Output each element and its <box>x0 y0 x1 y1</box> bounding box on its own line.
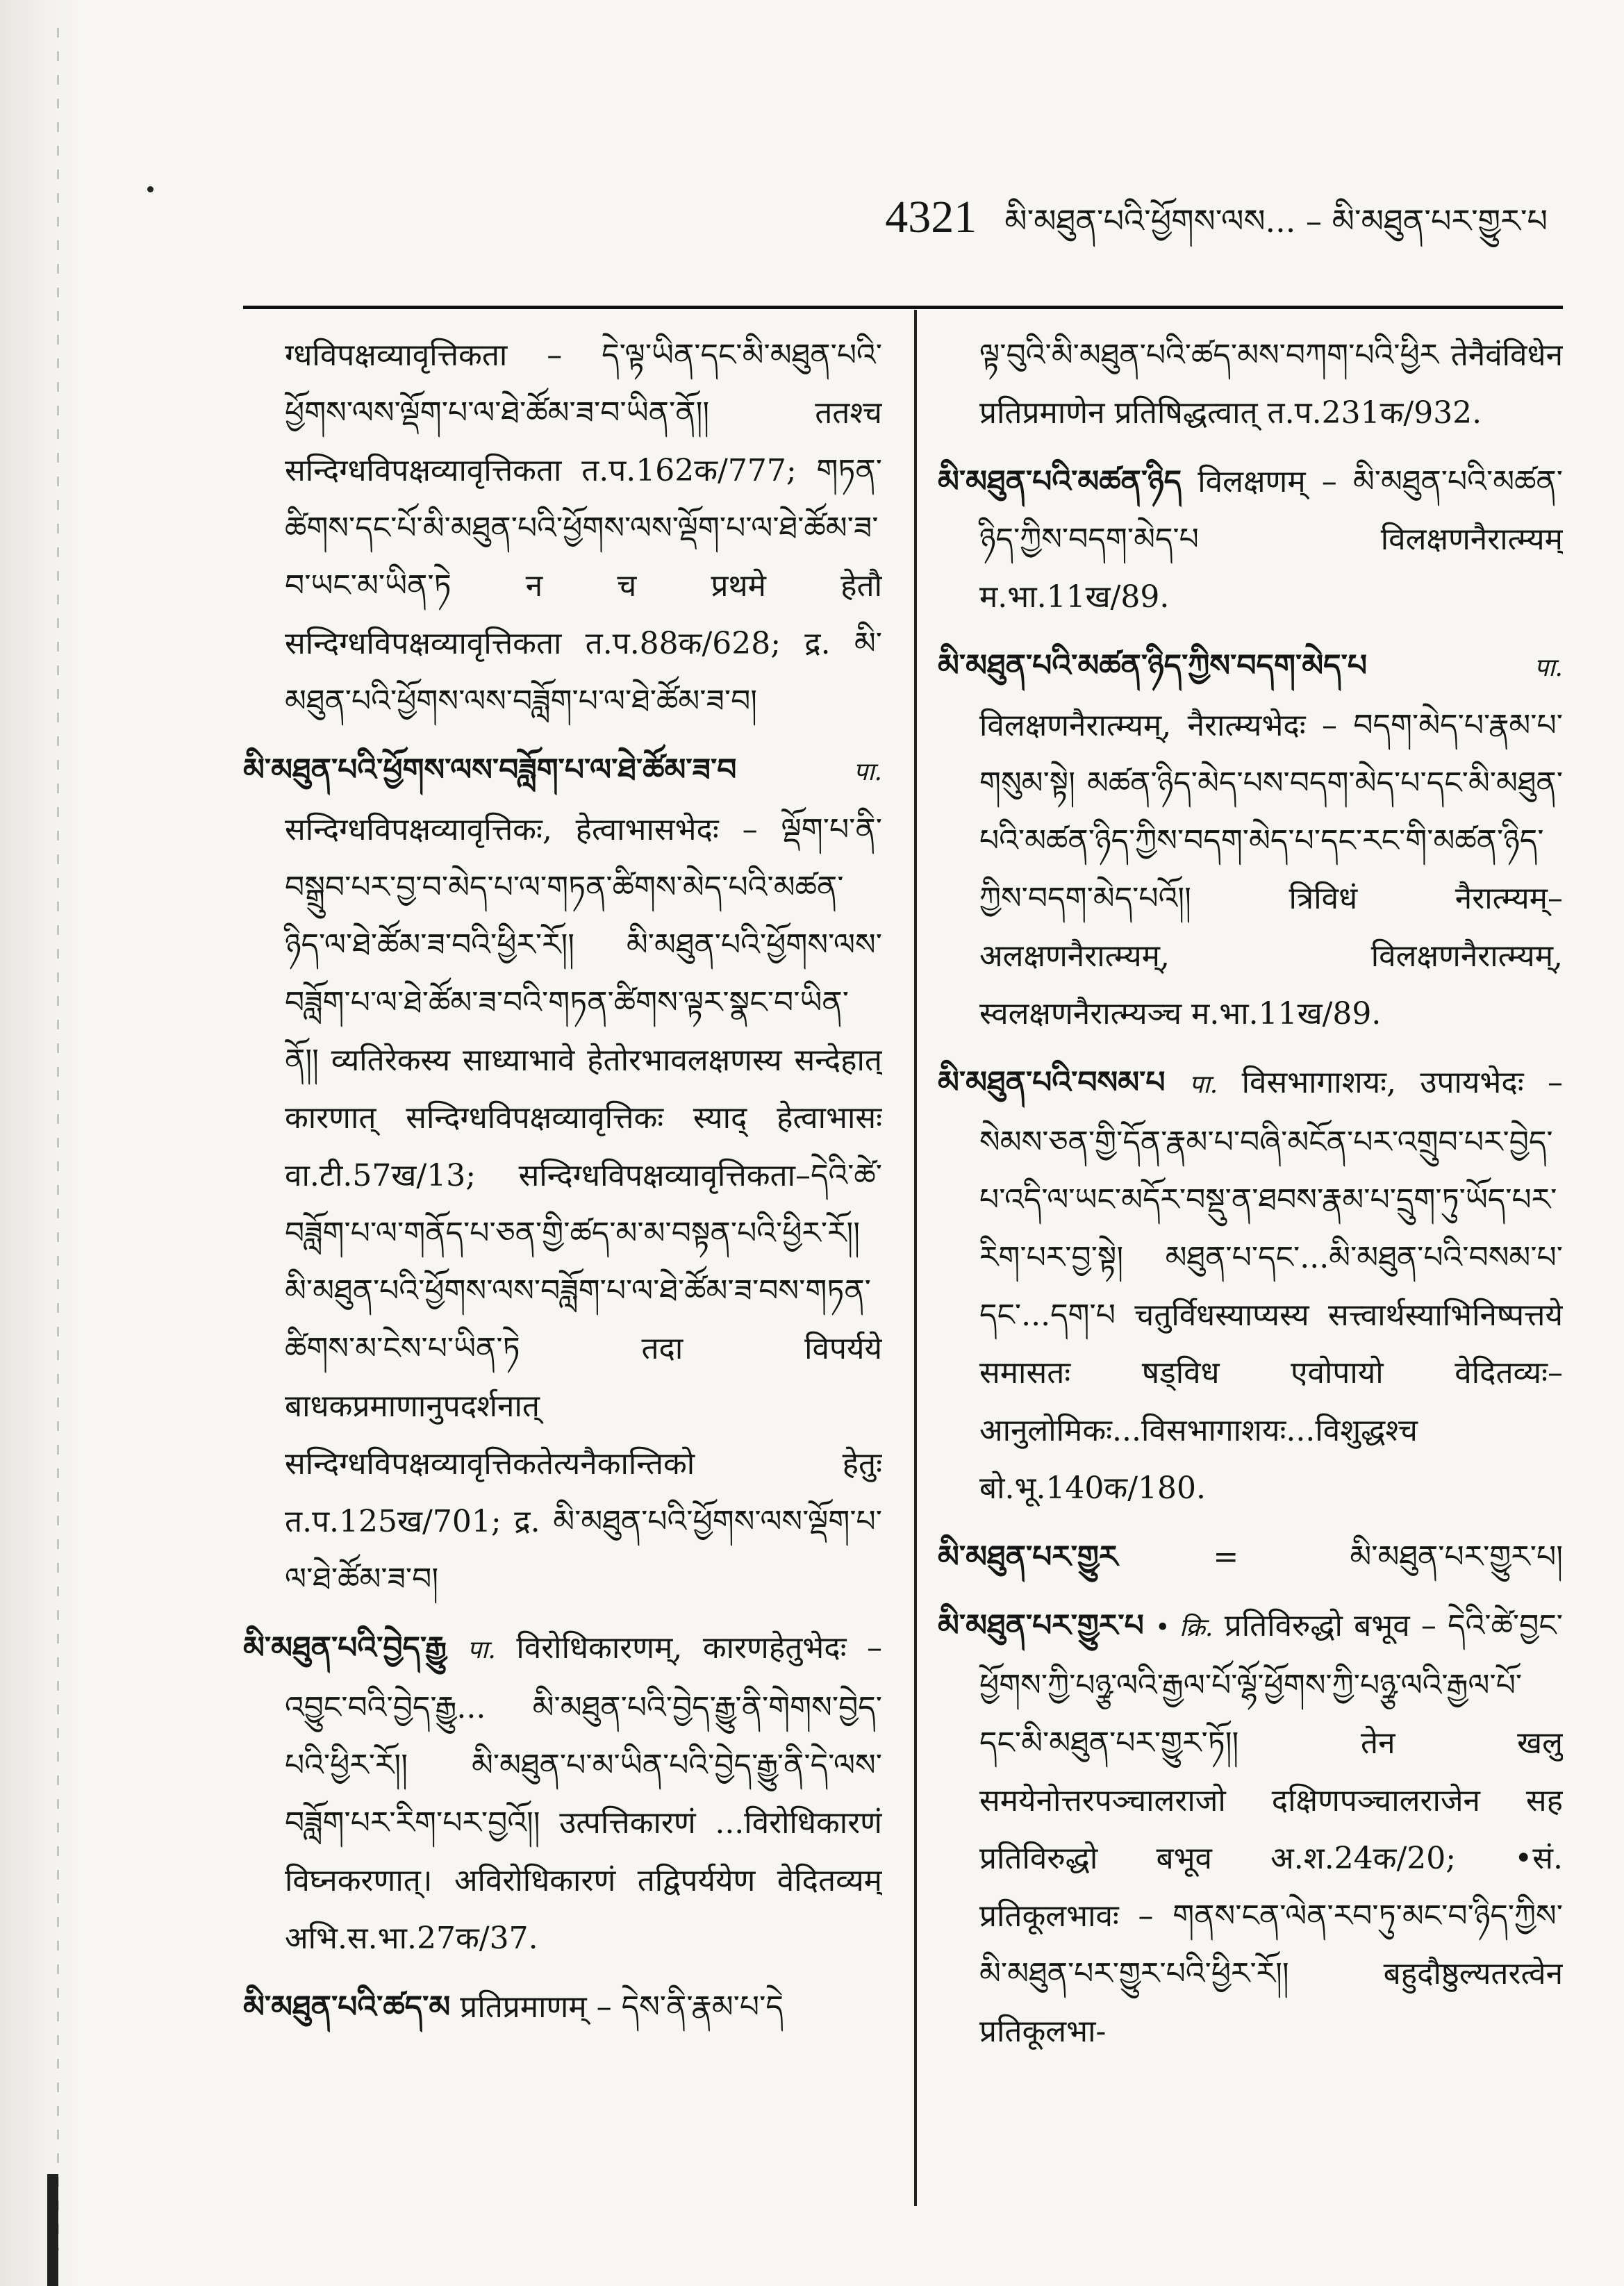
dictionary-entry <box>243 1619 882 1967</box>
grammar-label: पा. <box>1534 654 1563 682</box>
entry-text: མི་མཐུན་པར་གྱུར་པ། <box>1350 1539 1563 1575</box>
entry-text: ग्धविपक्षव्यावृत्तिकता – དེ་ལྟ་ཡིན་དང་མི་མཐུན་པའི་ཕྱོགས་ལས་ལྡོག་པ་ལ་ཐེ་ཚོམ་ཟ་བ་ཡིན་ནོ།། ततश्च सन्दिग्धविपक्षव्यावृत्तिकता त.प.162क/777; གཏན་ཚིགས་དང་པོ་མི་མཐུན་པའི་ཕྱོགས་ལས་ལྡོག་པ་ལ་ཐེ་ཚོམ་ཟ་བ་ཡང་མ་ཡིན་ཏེ न च प्रथमे हेतौ सन्दिग्धविपक्षव्यावृत्तिकता त.प.88क/628; द्र. མི་མཐུན་པའི་ཕྱོགས་ལས་བཟློག་པ་ལ་ཐེ་ཚོམ་ཟ་བ། <box>285 338 882 719</box>
cross-reference-entry: མི་མཐུན་པར་གྱུར = མི་མཐུན་པར་གྱུར་པ། <box>938 1528 1563 1586</box>
entry-text: प्रतिविरुद्धो बभूव – དེའི་ཚེ་བྱང་ཕྱོགས་ཀྱི་པཉྩ་ལའི་རྒྱལ་པོ་ལྷོ་ཕྱོགས་ཀྱི་པཉྩ་ལའི་རྒྱལ་པོ་དང་མི་མཐུན་པར་གྱུར་ཏོ།། तेन खलु समयेनोत्तरपञ्चालराजो दक्षिणपञ्चालराजेन सह प्रतिविरुद्धो बभूव अ.श.24क/20; •सं. प्रतिकूलभावः – གནས་ངན་ལེན་རབ་ཏུ་མང་བ་ཉིད་ཀྱིས་མི་མཐུན་པར་གྱུར་པའི་ཕྱིར་རོ།། बहुदौष्ठुल्यतरत्वेन प्रतिकूलभा- <box>979 1608 1563 2049</box>
dictionary-entry <box>938 1597 1563 2060</box>
page-header <box>885 186 1548 276</box>
dictionary-entry <box>243 1978 882 2036</box>
grammar-label: • क्रि. <box>1155 1614 1213 1642</box>
entry-headword: མི་མཐུན་པའི་ཚད་མ <box>243 1989 451 2025</box>
grammar-label: पा. <box>853 758 882 786</box>
entry-headword: མི་མཐུན་པར་གྱུར <box>938 1539 1118 1575</box>
dictionary-entry <box>938 637 1563 1043</box>
entry-text: विलक्षणनैरात्म्यम्, नैरात्म्यभेदः – བདག་མེད་པ་རྣམ་པ་གསུམ་སྟེ། མཚན་ཉིད་མེད་པས་བདག་མེད་པ་དང་མི་མཐུན་པའི་མཚན་ཉིད་ཀྱིས་བདག་མེད་པ་དང་རང་གི་མཚན་ཉིད་ཀྱིས་བདག་མེད་པའོ།། त्रिविधं नैरात्म्यम्–अलक्षणनैरात्म्यम्, विलक्षणनैरात्म्यम्, स्वलक्षणनैरात्म्यञ्च म.भा.11ख/89. <box>979 708 1563 1032</box>
column-divider <box>914 310 917 2206</box>
dictionary-entry <box>243 741 882 1608</box>
entry-text: विलक्षणम् – མི་མཐུན་པའི་མཚན་ཉིད་ཀྱིས་བདག་མེད་པ विलक्षणनैरात्म्यम् म.भा.11ख/89. <box>979 464 1563 615</box>
grammar-label: पा. <box>1188 1070 1218 1099</box>
entry-headword: མི་མཐུན་པའི་མཚན་ཉིད་ཀྱིས་བདག་མེད་པ <box>938 648 1368 684</box>
running-head: མི་མཐུན་པའི་ཕྱོགས་ལས... – མི་མཐུན་པར་གྱུར་པ <box>1004 202 1548 240</box>
header-rule <box>243 306 1563 309</box>
left-column <box>243 326 882 2237</box>
dictionary-entry <box>938 326 1563 442</box>
dictionary-entry <box>243 326 882 730</box>
entry-headword: མི་མཐུན་པར་གྱུར་པ <box>938 1608 1144 1643</box>
ink-dot <box>147 186 154 192</box>
dictionary-entry <box>938 1054 1563 1517</box>
entry-text: विरोधिकारणम्, कारणहेतुभेदः – འབྱུང་བའི་བྱེད་རྒྱུ... མི་མཐུན་པའི་བྱེད་རྒྱུ་ནི་གེགས་བྱེད་པའི་ཕྱིར་རོ།། མི་མཐུན་པ་མ་ཡིན་པའི་བྱེད་རྒྱུ་ནི་དེ་ལས་བཟློག་པར་རིག་པར་བྱའོ།། उत्पत्तिकारणं ...विरोधिकारणं विघ्नकरणात्। अविरोधिकारणं तद्विपर्ययेण वेदितव्यम् अभि.स.भा.27क/37. <box>285 1630 882 1956</box>
scan-artifact-bar <box>47 2174 58 2286</box>
binding-edge-mark <box>57 28 59 2251</box>
page-number: 4321 <box>885 192 977 242</box>
entry-headword: མི་མཐུན་པའི་ཕྱོགས་ལས་བཟློག་པ་ལ་ཐེ་ཚོམ་ཟ་བ <box>243 752 737 788</box>
entry-text: विसभागाशयः, उपायभेदः – སེམས་ཅན་གྱི་དོན་རྣམ་པ་བཞི་མངོན་པར་འགྲུབ་པར་བྱེད་པ་འདི་ལ་ཡང་མདོར་བསྡུ་ན་ཐབས་རྣམ་པ་དྲུག་ཏུ་ཡོད་པར་རིག་པར་བྱ་སྟེ། མཐུན་པ་དང་...མི་མཐུན་པའི་བསམ་པ་དང་...དག་པ चतुर्विधस्याप्यस्य सत्त्वार्थस्याभिनिष्पत्तये समासतः षड्विध एवोपायो वेदितव्यः–आनुलोमिकः...विसभागाशयः...विशुद्धश्च बो.भू.140क/180. <box>979 1065 1563 1506</box>
right-column <box>938 326 1563 2237</box>
page-edge <box>0 0 83 2286</box>
entry-headword: མི་མཐུན་པའི་བྱེད་རྒྱུ <box>243 1630 447 1666</box>
grammar-label: पा. <box>467 1636 496 1664</box>
entry-headword: མི་མཐུན་པའི་མཚན་ཉིད <box>938 464 1182 499</box>
dictionary-entry <box>938 453 1563 626</box>
entry-text: सन्दिग्धविपक्षव्यावृत्तिकः, हेत्वाभासभेदः – ལྡོག་པ་ནི་བསྒྲུབ་པར་བྱ་བ་མེད་པ་ལ་གཏན་ཚིགས་མེད་པའི་མཚན་ཉིད་ལ་ཐེ་ཚོམ་ཟ་བའི་ཕྱིར་རོ།། མི་མཐུན་པའི་ཕྱོགས་ལས་བཟློག་པ་ལ་ཐེ་ཚོམ་ཟ་བའི་གཏན་ཚིགས་ལྟར་སྣང་བ་ཡིན་ནོ།། व्यतिरेकस्य साध्याभावे हेतोरभावलक्षणस्य सन्देहात् कारणात् सन्दिग्धविपक्षव्यावृत्तिकः स्याद् हेत्वाभासः वा.टी.57ख/13; सन्दिग्धविपक्षव्यावृत्तिकता–དེའི་ཚེ་བཟློག་པ་ལ་གནོད་པ་ཅན་གྱི་ཚད་མ་མ་བསྟན་པའི་ཕྱིར་རོ།། མི་མཐུན་པའི་ཕྱོགས་ལས་བཟློག་པ་ལ་ཐེ་ཚོམ་ཟ་བས་གཏན་ཚིགས་མ་ངེས་པ་ཡིན་ཏེ तदा विपर्यये बाधकप्रमाणानुपदर्शनात् सन्दिग्धविपक्षव्यावृत्तिकतेत्यनैकान्तिको हेतुः त.प.125ख/701; द्र. མི་མཐུན་པའི་ཕྱོགས་ལས་ལྡོག་པ་ལ་ཐེ་ཚོམ་ཟ་བ། <box>285 812 882 1597</box>
entry-text: प्रतिप्रमाणम् – དེས་ནི་རྣམ་པ་དེ <box>460 1989 784 2025</box>
entry-text: ལྟ་བུའི་མི་མཐུན་པའི་ཚད་མས་བཀག་པའི་ཕྱིར तेनैवंविधेन प्रतिप्रमाणेन प्रतिषिद्धत्वात् त.प.231क/932. <box>979 338 1563 431</box>
entry-headword: མི་མཐུན་པའི་བསམ་པ <box>938 1065 1166 1100</box>
